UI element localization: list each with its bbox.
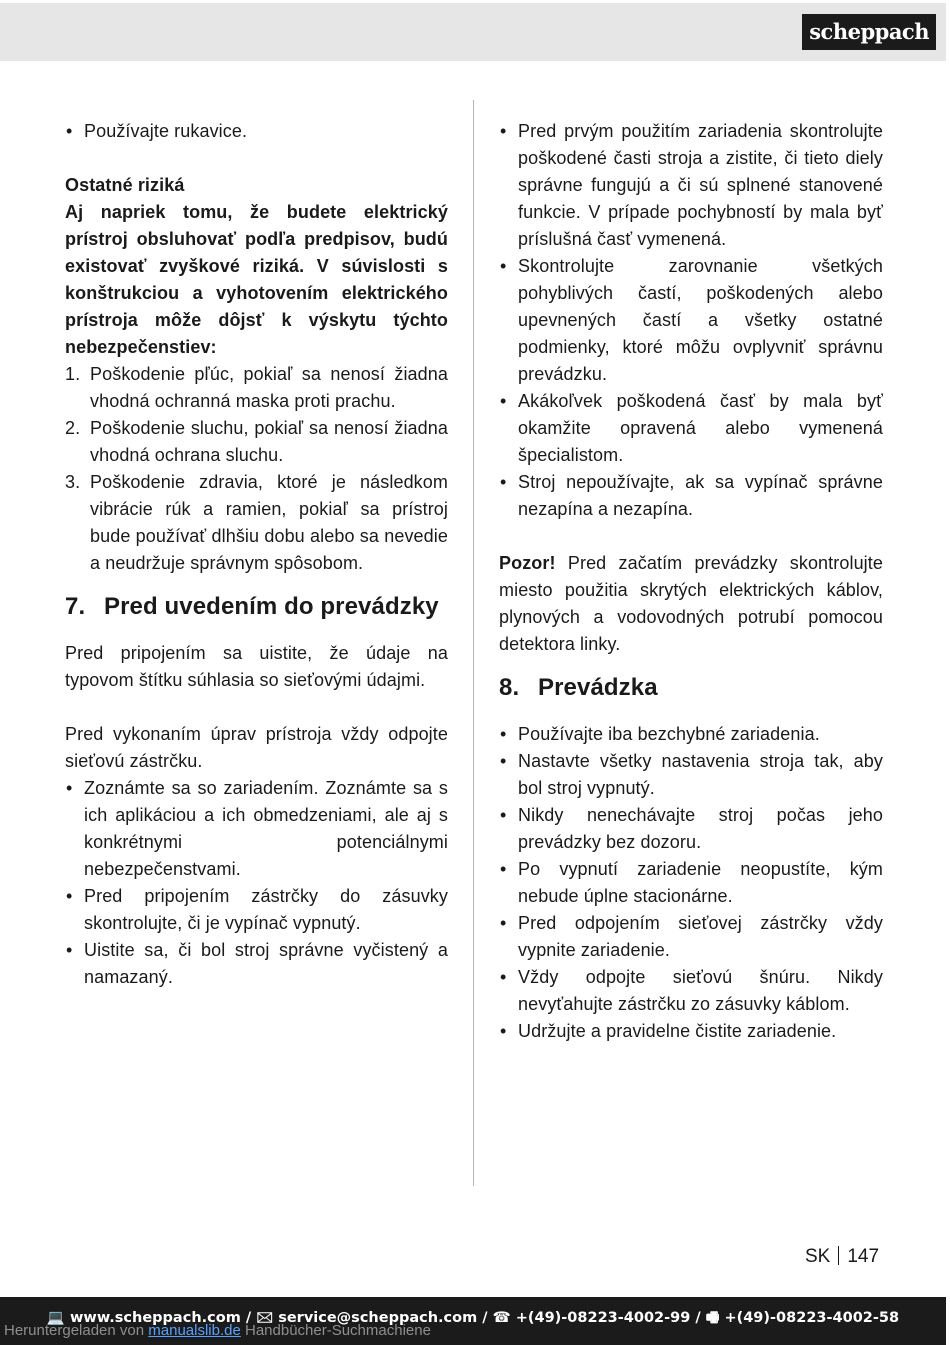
risks-title: Ostatné riziká (65, 175, 185, 195)
operation-bullet-2: • Nastavte všetky nastavenia stroja tak, aby bol stroj vypnutý. (499, 748, 883, 802)
caution-paragraph (499, 550, 883, 658)
right-column (499, 118, 883, 1045)
operation-bullet-7: • Udržujte a pravidelne čistite zariadenie. (499, 1018, 883, 1045)
operation-bullet-5: • Pred odpojením sieťovej zástrčky vždy vypnite zariadenie. (499, 910, 883, 964)
risk-item-1 (65, 361, 448, 415)
operation-bullet-6: • Vždy odpojte sieťovú šnúru. Nikdy nevyťahujte zástrčku zo zásuvky káblom. (499, 964, 883, 1018)
download-notice (4, 1322, 431, 1340)
operation-bullet-3: • Nikdy nenechávajte stroj počas jeho prevádzky bez dozoru. (499, 802, 883, 856)
risk-number: 1. (65, 364, 81, 384)
left-bullet-2: • Pred pripojením zástrčky do zásuvky skontrolujte, či je vypínač vypnutý. (65, 883, 448, 937)
column-divider (473, 100, 474, 1186)
caution-label: Pozor! (499, 553, 556, 573)
page-number (805, 1243, 879, 1271)
risk-text: Poškodenie zdravia, ktoré je následkom vibrácie rúk a ramien, pokiaľ sa prístroj bude používať dlhšiu dobu alebo sa nevedie a neudržuje správnym spôsobom. (90, 472, 448, 573)
risk-text: Poškodenie sluchu, pokiaľ sa nenosí žiadna vhodná ochrana sluchu. (90, 418, 448, 465)
risk-item-3 (65, 469, 448, 577)
left-bullet-1: • Zoznámte sa so zariadením. Zoznámte sa s ich aplikáciou a ich obmedzeniami, ale aj s konkrétnymi potenciálnymi nebezpečenstvami. (65, 775, 448, 883)
download-suffix: Handbücher-Suchmachiene (240, 1322, 431, 1339)
bullet-gloves: • Používajte rukavice. (65, 118, 448, 145)
operation-bullet-4: • Po vypnutí zariadenie neopustíte, kým nebude úplne stacionárne. (499, 856, 883, 910)
risk-number: 2. (65, 418, 81, 438)
operation-bullet-1: • Používajte iba bezchybné zariadenia. (499, 721, 883, 748)
left-column (65, 118, 448, 991)
page-lang: SK (805, 1246, 831, 1267)
caution-text: Pred začatím prevádzky skontrolujte miesto použitia skrytých elektrických káblov, plynových a vodovodných potrubí pomocou detektora linky. (499, 553, 883, 654)
scheppach-logo: scheppach (802, 14, 936, 50)
section-7-heading (65, 592, 448, 622)
para-unplug: Pred vykonaním úprav prístroja vždy odpojte sieťovú zástrčku. (65, 724, 448, 771)
right-bullet-1: • Pred prvým použitím zariadenia skontrolujte poškodené časti stroja a zistite, či tieto diely správne fungujú a či sú splnené stanovené funkcie. V prípade pochybností by mala byť príslušná časť vymenená. (499, 118, 883, 253)
section-number: 8. (499, 674, 520, 701)
section-title: Pred uvedením do prevádzky (104, 593, 439, 620)
para-typeplate: Pred pripojením sa uistite, že údaje na typovom štítku súhlasia so sieťovými údajmi. (65, 643, 448, 690)
right-bullet-2: • Skontrolujte zarovnanie všetkých pohyblivých častí, poškodených alebo upevnených častí a všetky ostatné podmienky, ktoré môžu ovplyvniť správnu prevádzku. (499, 253, 883, 388)
footer-contact: 💻 www.scheppach.com / 🖂 service@scheppach.com / ☎ +(49)-08223-4002-99 / 🖷 +(49)-08223-4002-58 (46, 1310, 900, 1326)
risk-text: Poškodenie pľúc, pokiaľ sa nenosí žiadna vhodná ochranná maska proti prachu. (90, 364, 448, 411)
section-8-heading (499, 673, 883, 703)
section-title: Prevádzka (538, 674, 658, 701)
manualslib-link[interactable]: manualslib.de (148, 1322, 241, 1339)
download-prefix: Heruntergeladen von (4, 1322, 149, 1339)
risks-intro: Aj napriek tomu, že budete elektrický prístroj obsluhovať podľa predpisov, budú existovať zvyškové riziká. V súvislosti s konštrukciou a vyhotovením elektrického prístroja môže dôjsť k výskytu týchto nebezpečenstiev: (65, 202, 448, 357)
section-number: 7. (65, 593, 86, 620)
page-number-value: 147 (847, 1246, 880, 1267)
right-bullet-3: • Akákoľvek poškodená časť by mala byť okamžite opravená alebo vymenená špecialistom. (499, 388, 883, 469)
page-number-separator (838, 1246, 839, 1265)
right-bullet-4: • Stroj nepoužívajte, ak sa vypínač správne nezapína a nezapína. (499, 469, 883, 523)
risk-number: 3. (65, 472, 81, 492)
risk-item-2 (65, 415, 448, 469)
left-bullet-3: • Uistite sa, či bol stroj správne vyčistený a namazaný. (65, 937, 448, 991)
